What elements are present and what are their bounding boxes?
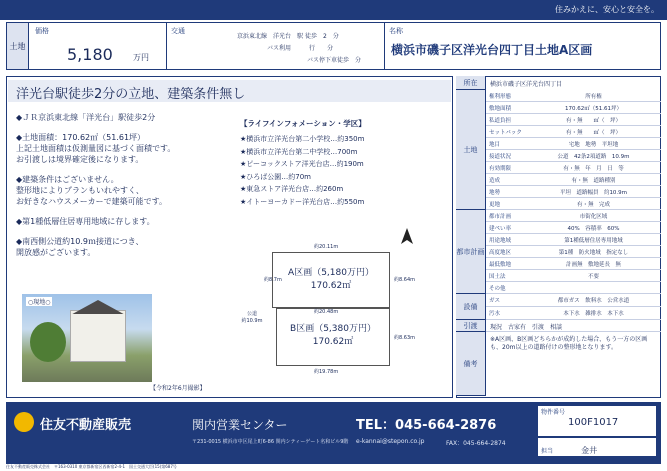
photo-label: ○現地○ <box>28 299 51 306</box>
dim-label: 約20.11m <box>314 244 339 250</box>
price-unit: 万円 <box>133 53 149 62</box>
spec-value: 第1種低層住居専用地域 <box>564 237 623 244</box>
plot-b-area: 170.62㎡ <box>312 337 354 347</box>
spec-value: 所有権 <box>585 93 602 100</box>
email-link[interactable]: e-kannai@stepon.co.jp <box>356 438 425 445</box>
footer <box>6 402 661 464</box>
spec-row <box>486 174 661 186</box>
code-label: 物件番号 <box>541 409 566 416</box>
traffic-label: 交通 <box>171 27 185 35</box>
company-logo-icon <box>14 412 34 432</box>
spec-key: 国土法 <box>489 273 506 280</box>
price-cell <box>29 23 167 69</box>
spec-key: ガス <box>489 298 501 304</box>
traffic-line-3: バス停下車徒歩 分 <box>307 57 362 64</box>
point-line: ◆南西側公道約10.9ｍ接道につき、 <box>16 237 144 246</box>
license-info: 住友不動産販売株式会社 〒163-0310 東京都新宿区西新宿2-4-1 国土交通大臣(15)第687号 <box>6 464 177 469</box>
spec-row <box>486 294 661 307</box>
point-line: 開放感がございます。 <box>16 248 96 257</box>
house-shape <box>70 310 126 362</box>
tagline: 住みかえに、安心と安全を。 <box>555 5 659 14</box>
spec-row <box>486 102 661 114</box>
top-banner <box>0 0 667 20</box>
spec-row <box>486 307 661 320</box>
spec-value: 有・無 年 月 日 等 <box>563 165 624 172</box>
spec-value: 公道 42条2項道路 10.9m <box>557 153 630 160</box>
location-value: 横浜市磯子区洋光台四丁目 <box>490 81 563 88</box>
spec-row <box>486 234 661 246</box>
life-info-title: 【ライフインフォメーション・学区】 <box>240 119 366 128</box>
spec-key: 更地 <box>489 201 501 208</box>
header-side-label: 土地 <box>7 23 29 69</box>
spec-row <box>486 282 661 294</box>
point-line: 整形地によりプランもいれやすく、 <box>16 186 144 195</box>
name-label: 名称 <box>389 27 403 35</box>
facility-label: 設備 <box>456 294 486 320</box>
info-item: ★横浜市立洋光台第二小学校…約350m <box>240 135 365 143</box>
spec-row <box>486 114 661 126</box>
feature-points <box>16 112 238 258</box>
point-line: 上記土地面積は仮測量図に基づく面積です。 <box>16 144 176 153</box>
spec-row <box>486 210 661 222</box>
spec-row <box>486 198 661 210</box>
point-line: ◆建築条件はございません。 <box>16 175 119 184</box>
plot-a-name: A区画（5,180万円） <box>288 268 374 278</box>
property-code: 100F1017 <box>568 417 619 428</box>
spec-row <box>486 90 661 102</box>
spec-key: 都市計画 <box>489 213 512 220</box>
spec-key: その他 <box>489 285 506 292</box>
dim-label: 約8.63m <box>394 335 416 341</box>
handover-row: 現況 古家有 引渡 相談 <box>486 320 661 332</box>
spec-key: 地目 <box>489 141 501 148</box>
spec-key: 汚水 <box>489 311 501 317</box>
spec-row <box>486 126 661 138</box>
info-item: ★東急ストア洋光台店…約260m <box>240 185 344 193</box>
spec-key: 高度地区 <box>489 249 512 256</box>
headline: 洋光台駅徒歩2分の立地、建築条件無し <box>8 80 451 102</box>
road-label: 公道 約10.9m <box>241 311 263 324</box>
spec-row <box>486 258 661 270</box>
spec-value: 不要 <box>587 273 599 280</box>
spec-key: 建ぺい率 <box>489 225 512 232</box>
dim-label: 約8.64m <box>394 277 416 283</box>
spec-value: 有・無 ㎡（ 坪） <box>565 117 621 124</box>
spec-key: 私道負担 <box>489 117 512 124</box>
spec-key: セットバック <box>489 129 522 136</box>
spec-value: 40% 容積率 60% <box>567 225 620 232</box>
staff-name: 金井 <box>581 446 598 455</box>
spec-key: 有効期限 <box>489 165 512 172</box>
plot-a-area: 170.62㎡ <box>310 281 352 291</box>
handover-label: 引渡 <box>456 320 486 332</box>
address: 〒231-0015 横浜市中区尾上町6-86 関内シティーゲート名和ビル9階 <box>192 439 349 445</box>
point-line: ◆第1種低層住居専用地域に存します。 <box>16 217 155 226</box>
point-line: お好きなハウスメーカーで建築可能です。 <box>16 197 167 206</box>
spec-row <box>486 222 661 234</box>
info-item: ★横浜市立洋光台第二中学校…700m <box>240 147 358 156</box>
staff-label: 担当 <box>541 448 554 455</box>
spec-value: 平坦 道路幅員 約10.9m <box>559 189 628 196</box>
spec-value: 本下水 雑排水 本下水 <box>563 311 624 317</box>
note-text: ※A区画、B区画どちらかが成約した場合、もう一方の区画も、20m以上の道路付けの整形地となります。 <box>490 336 648 351</box>
spec-value: 有・無 ㎡（ 坪） <box>565 129 621 136</box>
spec-key: 敷地面積 <box>489 105 512 112</box>
phone-number: TEL：045-664-2876 <box>356 418 497 433</box>
spec-value: 第1種 防火地域 指定なし <box>558 249 629 256</box>
spec-value: 宅地 地勢 平坦地 <box>568 141 619 148</box>
land-label: 土地 <box>456 90 486 210</box>
code-box <box>538 406 656 436</box>
plot-map <box>232 240 452 390</box>
fax-number: FAX：045-664-2874 <box>446 440 506 447</box>
notes-label: 備考 <box>456 332 486 396</box>
dim-label: 約20.48m <box>314 309 339 315</box>
spec-value: 有・無 道路種別 <box>571 177 616 184</box>
price-label: 価格 <box>35 27 49 35</box>
branch-name: 関内営業センター <box>192 418 288 432</box>
spec-content <box>456 76 661 398</box>
location-label: 所在 <box>456 76 486 90</box>
spec-value: 市街化区域 <box>579 213 608 220</box>
traffic-cell <box>167 23 385 69</box>
life-info <box>240 118 410 216</box>
traffic-line-1: 京浜東北線 洋光台 駅 徒歩 2 分 <box>237 33 339 40</box>
spec-key: 用途地域 <box>489 237 512 244</box>
spec-key: 接道状況 <box>489 153 512 160</box>
city-label: 都市計画 <box>456 210 486 294</box>
info-item: ★イトーヨーカドー洋光台店…約550m <box>240 197 365 206</box>
info-item: ★ピーコックストア洋光台店…約190m <box>240 160 364 168</box>
dim-label: 約19.78m <box>314 369 339 375</box>
info-item: ★ひろば公園…約70m <box>240 172 312 181</box>
spec-row <box>486 270 661 282</box>
spec-value: 170.62㎡（51.61坪） <box>565 105 622 112</box>
plot-a <box>272 252 390 308</box>
spec-key: 最低敷地 <box>489 261 512 268</box>
header-box <box>6 22 661 70</box>
spec-value: 計画無 敷地延長 無 <box>565 261 621 268</box>
plot-b-name: B区画（5,380万円） <box>290 324 376 334</box>
spec-key: 地勢 <box>489 189 501 196</box>
point-line: ◆ＪＲ京浜東北線「洋光台」駅徒歩2分 <box>16 113 156 122</box>
company-name: 住友不動産販売 <box>40 418 132 433</box>
staff-box <box>538 438 656 456</box>
point-line: ◆土地面積：170.62㎡（51.61坪） <box>16 133 146 142</box>
spec-value: 有・無 完成 <box>576 201 610 208</box>
dim-label: 約8.7m <box>264 277 282 283</box>
site-photo <box>22 294 152 382</box>
spec-key: 造成 <box>489 177 501 184</box>
plot-b <box>276 308 390 366</box>
property-name: 横浜市磯子区洋光台四丁目土地A区画 <box>391 43 593 57</box>
tree-shape <box>30 322 66 362</box>
spec-row <box>486 246 661 258</box>
traffic-line-2: バス利用 行 分 <box>267 45 334 52</box>
spec-row <box>486 162 661 174</box>
photo-caption: 【令和2年6月撮影】 <box>150 385 206 392</box>
spec-row <box>486 186 661 198</box>
name-cell <box>385 23 660 69</box>
spec-value: 都市ガス 飲料水 公営水道 <box>557 298 630 304</box>
point-line: お引渡しは境界確定後になります。 <box>16 155 144 164</box>
price-value: 5,180 <box>67 45 113 64</box>
spec-key: 権利形態 <box>489 93 512 100</box>
spec-row <box>486 150 661 162</box>
spec-row <box>486 138 661 150</box>
